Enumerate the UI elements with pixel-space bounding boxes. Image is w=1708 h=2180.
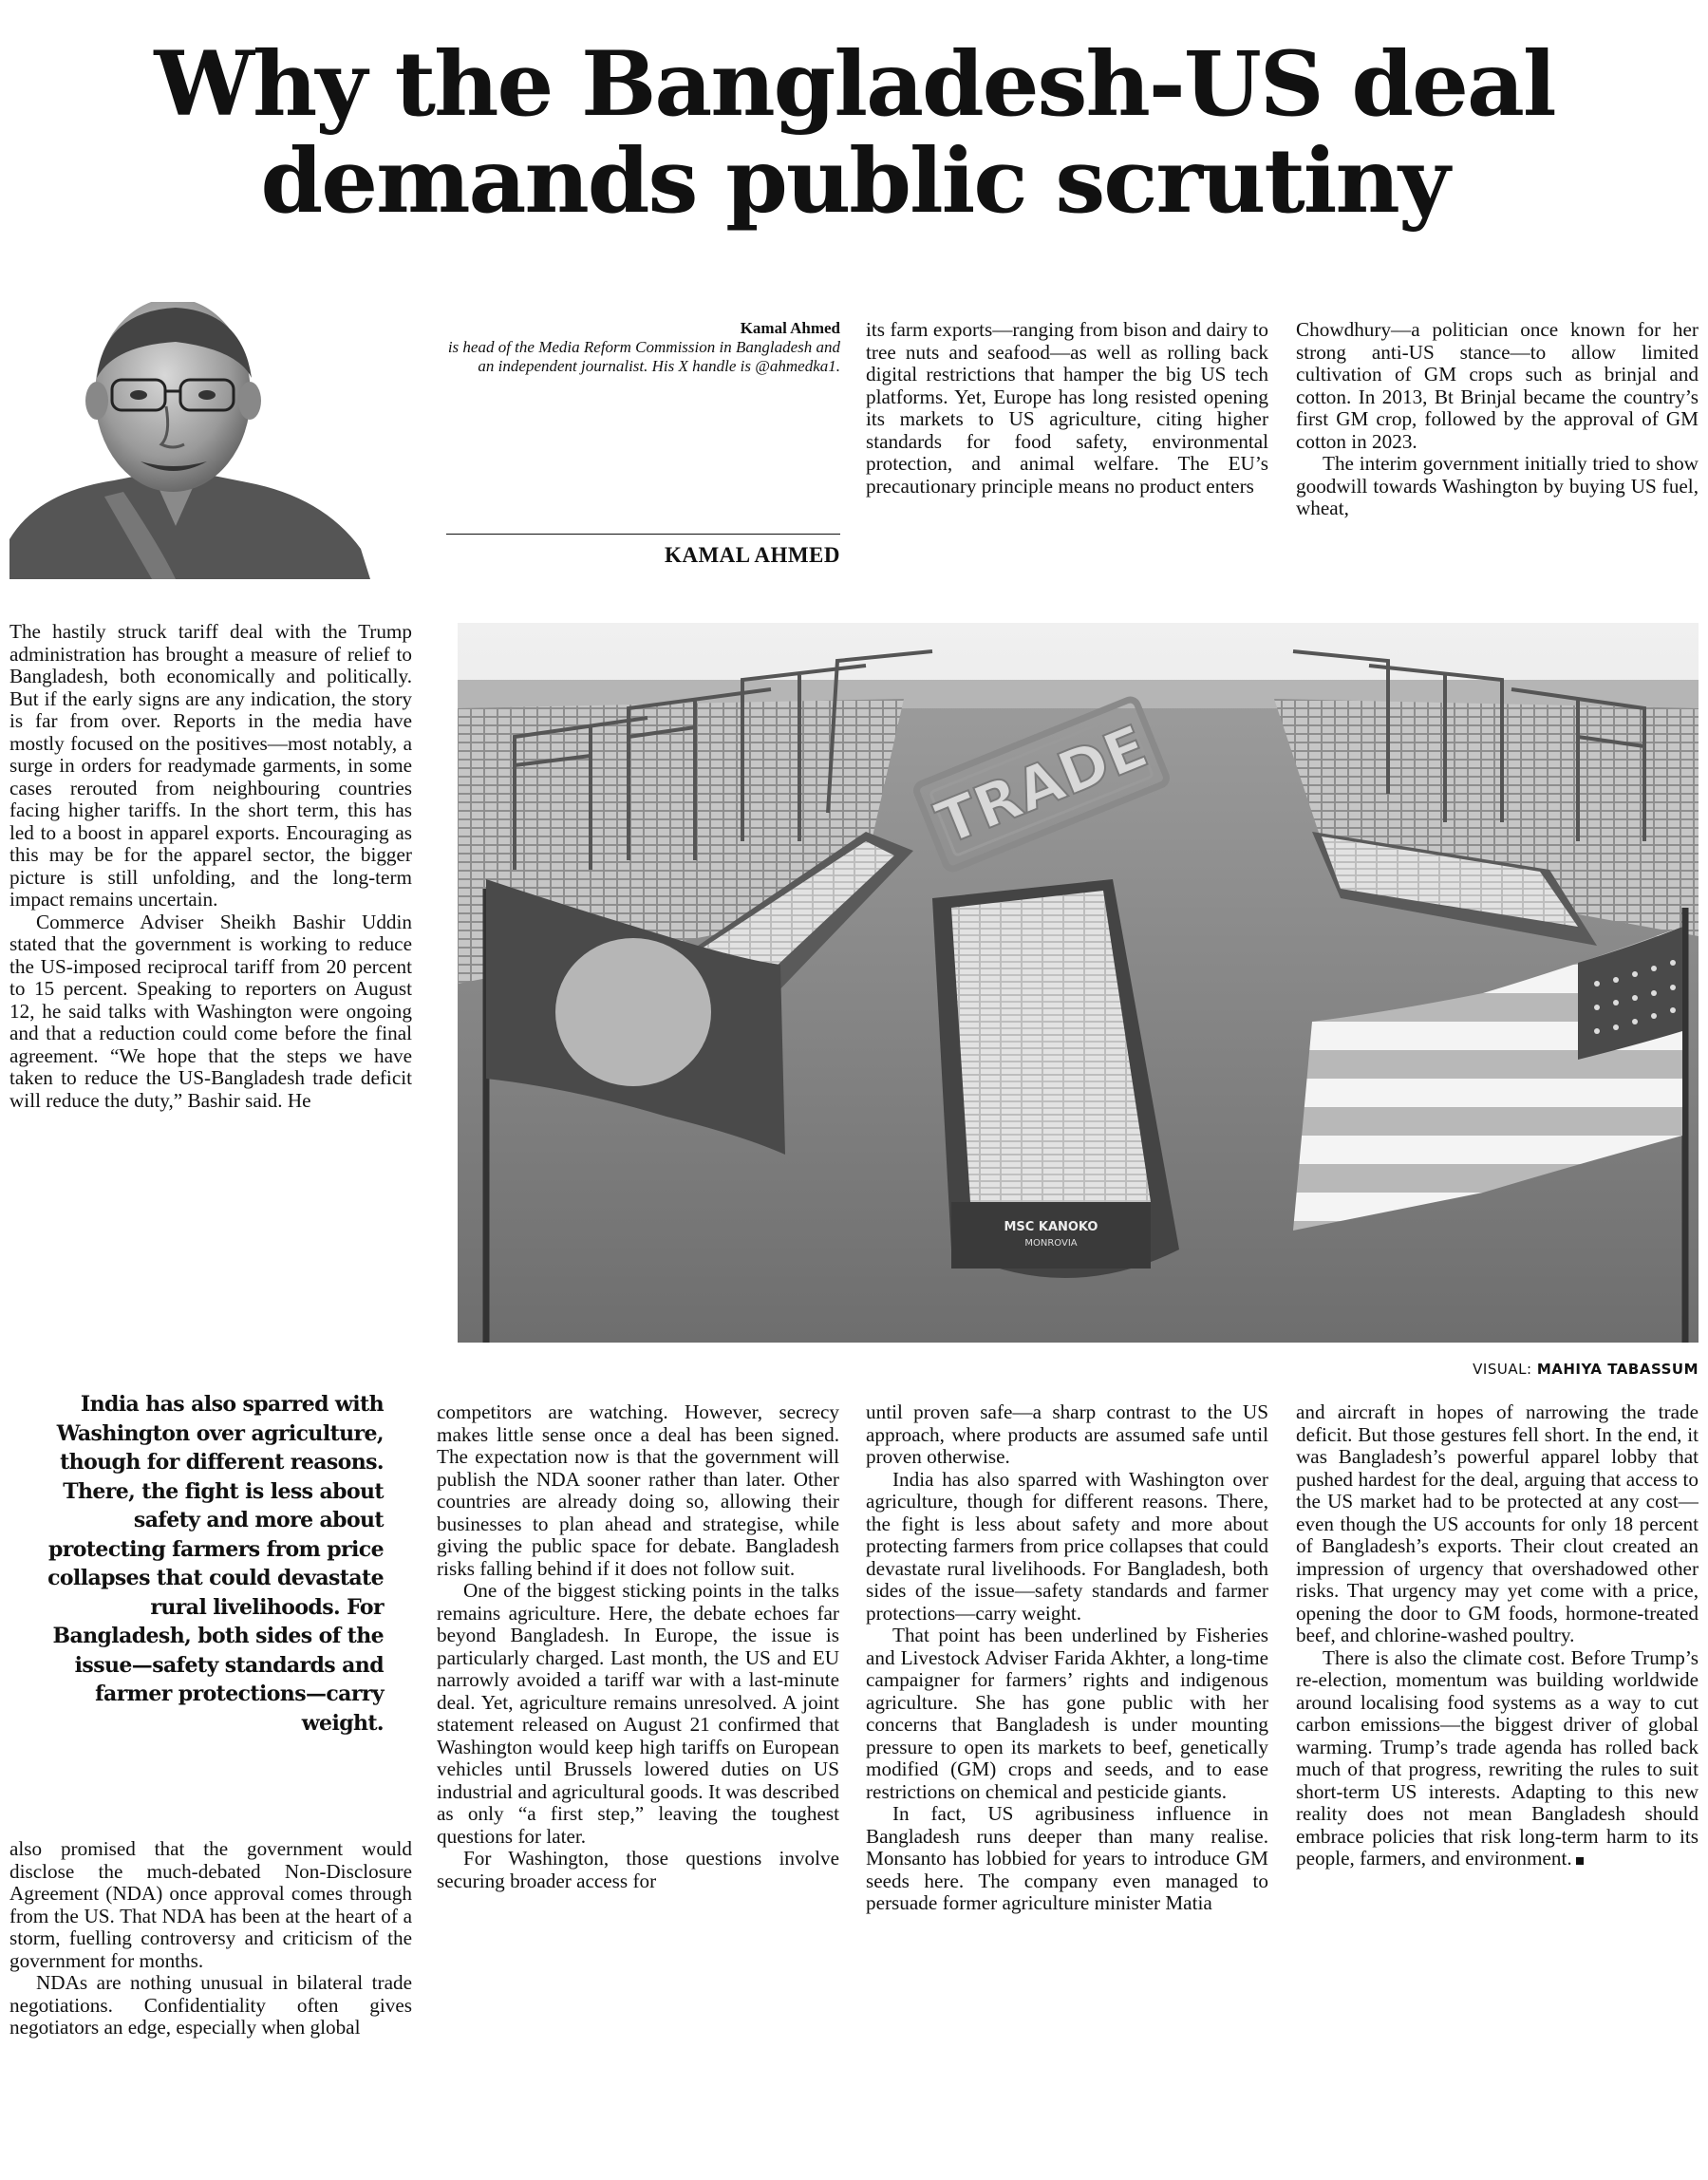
paragraph: In fact, US agribusiness influence in Bangladesh runs deeper than many realise. Monsanto has lobbied for years to introduce GM seeds here. The company even managed to persuade former agriculture minister Matia bbox=[866, 1802, 1268, 1914]
pull-quote: India has also sparred with Washington over agriculture, though for different reasons. There, the fight is less about safety and more about protecting farmers from price collapses that could devastate rural livelihoods. For Bangladesh, both sides of the issue—safety standards and farmer protections—carry weight. bbox=[47, 1392, 384, 1736]
headline bbox=[19, 32, 1690, 234]
paragraph: That point has been underlined by Fisheries and Livestock Adviser Farida Akhter, a long-time campaigner for farmers’ rights and indigenous agriculture. She has gone public with her concerns that Bangladesh is under mounting pressure to open its markets to beef, genetically modified (GM) crops and seeds, and to ease restrictions on chemical and pesticide giants. bbox=[866, 1624, 1268, 1803]
author-name: Kamal Ahmed bbox=[740, 319, 840, 337]
paragraph: The hastily struck tariff deal with the Trump administration has brought a measure of relief to Bangladesh, both economically and politically. But if the early signs are any indication, the story is far from over. Reports in the media have mostly focused on the positives—most notably, a surge in orders for readymade garments, in some cases rerouted from neighbouring countries facing higher tariffs. In the short term, this has led to a boost in apparel exports. Encouraging as this may be for the apparel sector, the bigger picture is still unfolding, and the long-term impact remains uncertain. bbox=[9, 621, 412, 911]
photo-credit bbox=[1329, 1361, 1699, 1378]
paragraph: and aircraft in hopes of narrowing the trade deficit. But those gestures fell short. In the end, it was Bangladesh’s powerful apparel lobby that pushed hardest for the deal, arguing that access to the US market had to be protected at any cost—even though the US accounts for only 18 percent of Bangladesh’s exports. Their clout created an impression of urgency that overshadowed other risks. That urgency may yet come with a price, opening the door to GM foods, hormone-treated beef, and chlorine-washed poultry. bbox=[1296, 1401, 1699, 1646]
paragraph: One of the biggest sticking points in the talks remains agriculture. Here, the debate echoes far beyond Bangladesh. In Europe, the issue is particularly charged. Last month, the US and EU narrowly avoided a tariff war with a last-minute deal. Yet, agriculture remains unresolved. A joint statement released on August 21 confirmed that Washington would keep high tariffs on European vehicles until Brussels lowered duties on US industrial and agricultural goods. It was described as only “a first step,” leaving the toughest questions for later. bbox=[437, 1579, 839, 1848]
column-1-top bbox=[9, 621, 412, 1362]
trade-stamp: TRADE bbox=[927, 711, 1157, 858]
column-3-bottom bbox=[866, 1401, 1268, 2171]
paragraph: For Washington, those questions involve securing broader access for bbox=[437, 1847, 839, 1892]
byline-rule bbox=[446, 534, 840, 535]
author-portrait bbox=[9, 302, 370, 579]
paragraph: The interim government initially tried to show goodwill towards Washington by buying US fuel, wheat, bbox=[1296, 452, 1699, 519]
paragraph: also promised that the government would disclose the much-debated Non-Disclosure Agreement (NDA) once approval comes through from the US. That NDA has been at the heart of a storm, fuelling controversy and criticism of the government for months. bbox=[9, 1838, 412, 1972]
headline-line-2: demands public scrutiny bbox=[260, 129, 1449, 234]
column-3-top bbox=[866, 319, 1268, 596]
paragraph: India has also sparred with Washington over agriculture, though for different reasons. There, the fight is less about safety and more about protecting farmers from price collapses that could devastate rural livelihoods. For Bangladesh, both sides of the issue—safety standards and farmer protections—carry weight. bbox=[866, 1467, 1268, 1625]
ship-port: MONROVIA bbox=[1024, 1238, 1078, 1249]
column-2 bbox=[437, 1401, 839, 2171]
author-bio: is head of the Media Reform Commission in Bangladesh and an independent journalist. His X handle is @ahmedka1. bbox=[447, 338, 840, 375]
paragraph: its farm exports—ranging from bison and dairy to tree nuts and seafood—as well as rolling back digital restrictions that hamper the big US tech platforms. Yet, Europe has long resisted opening its markets to US agriculture, citing higher standards for food safety, environmental protection, and animal welfare. The EU’s precautionary principle means no product enters bbox=[866, 319, 1268, 498]
paragraph: NDAs are nothing unusual in bilateral trade negotiations. Confidentiality often gives negotiators an edge, especially when global bbox=[9, 1971, 412, 2039]
column-4-bottom bbox=[1296, 1401, 1699, 2171]
paragraph: Chowdhury—a politician once known for her strong anti-US stance—to allow limited cultivation of GM crops such as brinjal and cotton. In 2013, Bt Brinjal became the country’s first GM crop, followed by the approval of GM cotton in 2023. bbox=[1296, 319, 1699, 453]
paragraph bbox=[1296, 1647, 1699, 1870]
column-4-top bbox=[1296, 319, 1699, 596]
ship-name: MSC KANOKO bbox=[1004, 1220, 1098, 1234]
headline-line-1: Why the Bangladesh-US deal bbox=[154, 32, 1555, 137]
paragraph-text: There is also the climate cost. Before Trump’s re-election, momentum was building worldwide around localising food systems as a way to cut carbon emissions—the biggest driver of global warming. Trump’s trade agenda has rolled back much of that progress, rewriting the rules to suit short-term US interests. Adapting to this new reality does not mean Bangladesh should embrace policies that risk long-term harm to its people, farmers, and environment. bbox=[1296, 1645, 1699, 1870]
byline: KAMAL AHMED bbox=[664, 543, 840, 567]
column-1-bottom bbox=[9, 1838, 412, 2171]
paragraph: competitors are watching. However, secrecy makes little sense once a deal has been signed. The expectation now is that the government will publish the NDA sooner rather than later. Other countries are already doing so, allowing their businesses to plan ahead and strategise, while giving the public space for debate. Bangladesh risks falling behind if it does not follow suit. bbox=[437, 1401, 839, 1580]
end-mark bbox=[1576, 1857, 1584, 1865]
credit-name: MAHIYA TABASSUM bbox=[1536, 1361, 1699, 1378]
paragraph: Commerce Adviser Sheikh Bashir Uddin stated that the government is working to reduce the US-imposed reciprocal tariff from 20 percent to 15 percent. Speaking to reporters on August 12, he said talks with Washington were ongoing and that a reduction could come before the final agreement. “We hope that the steps we have taken to reduce the US-Bangladesh trade deficit will reduce the duty,” Bashir said. He bbox=[9, 910, 412, 1112]
trade-port-illustration bbox=[458, 623, 1699, 1343]
paragraph: until proven safe—a sharp contrast to the US approach, where products are assumed safe until proven otherwise. bbox=[866, 1401, 1268, 1468]
author-bio-box bbox=[446, 319, 840, 376]
credit-label: VISUAL: bbox=[1473, 1361, 1532, 1378]
